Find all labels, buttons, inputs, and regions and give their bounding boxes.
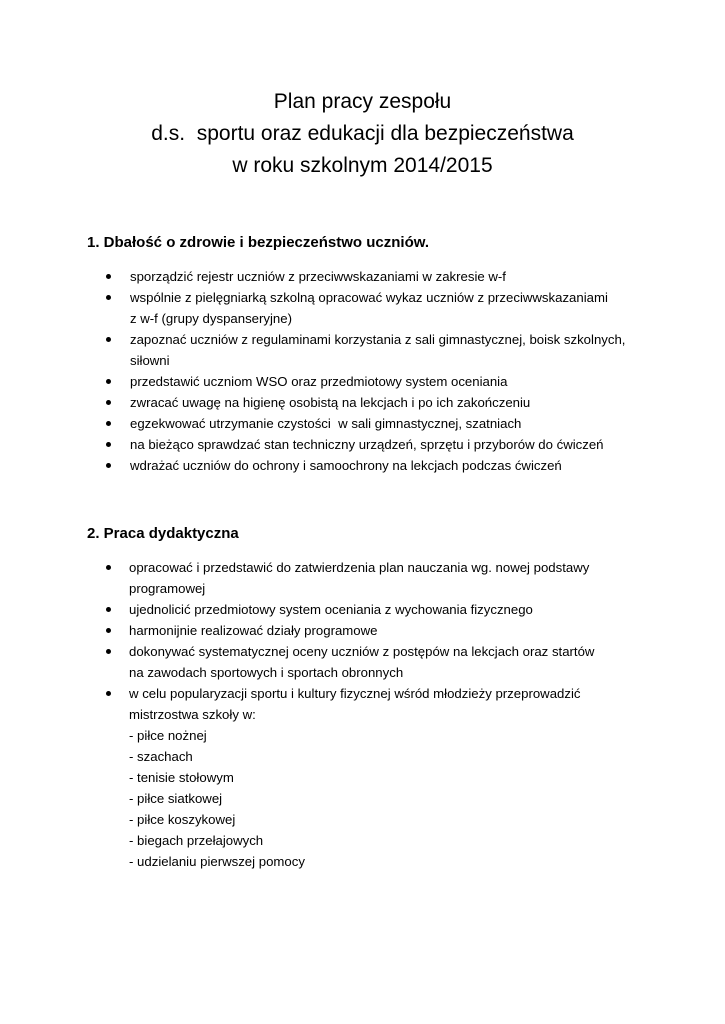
list-item: [0, 266, 725, 287]
list-item-text-continued: programowej: [129, 581, 206, 596]
list-item-text-continued: siłowni: [130, 353, 170, 368]
bullet-icon: [106, 400, 111, 405]
list-item: [0, 641, 725, 683]
list-item: [0, 371, 725, 392]
bullet-icon: [106, 463, 111, 468]
list-item-text-continued: mistrzostwa szkoły w:: [129, 707, 256, 722]
list-item-text-continued: z w-f (grupy dyspanseryjne): [130, 311, 292, 326]
bullet-icon: [106, 607, 111, 612]
list-item-text: zwracać uwagę na higienę osobistą na lekcjach i po ich zakończeniu: [130, 395, 531, 410]
list-item-text-continued: na zawodach sportowych i sportach obronnych: [129, 665, 404, 680]
bullet-icon: [106, 628, 111, 633]
list-item-text: w celu popularyzacji sportu i kultury fizycznej wśród młodzieży przeprowadzić: [129, 686, 581, 701]
list-item: [0, 683, 725, 872]
section-2-list: [0, 557, 725, 872]
list-item-text: harmonijnie realizować działy programowe: [129, 623, 378, 638]
bullet-icon: [106, 649, 111, 654]
title-line-3: w roku szkolnym 2014/2015: [232, 154, 493, 177]
list-item-text: wspólnie z pielęgniarką szkolną opracować wykaz uczniów z przeciwwskazaniami: [130, 290, 608, 305]
title-line-2: d.s. sportu oraz edukacji dla bezpieczeństwa: [151, 122, 574, 145]
section-1-heading: 1. Dbałość o zdrowie i bezpieczeństwo uczniów.: [87, 234, 430, 251]
list-item-text: przedstawić uczniom WSO oraz przedmiotowy system oceniania: [130, 374, 508, 389]
bullet-icon: [106, 442, 111, 447]
list-item: [0, 455, 725, 476]
list-item-text: na bieżąco sprawdzać stan techniczny urządzeń, sprzętu i przyborów do ćwiczeń: [130, 437, 604, 452]
bullet-icon: [106, 565, 111, 570]
list-item: [0, 287, 725, 329]
list-item: [0, 434, 725, 455]
document-title: [0, 86, 725, 182]
list-item-text: dokonywać systematycznej oceny uczniów z postępów na lekcjach oraz startów: [129, 644, 595, 659]
list-item-text: sporządzić rejestr uczniów z przeciwwskazaniami w zakresie w-f: [130, 269, 506, 284]
list-item: [0, 557, 725, 599]
list-item: [0, 329, 725, 371]
sub-item-table-tennis: - tenisie stołowym: [129, 770, 234, 785]
bullet-icon: [106, 691, 111, 696]
bullet-icon: [106, 337, 111, 342]
bullet-icon: [106, 421, 111, 426]
list-item-text: wdrażać uczniów do ochrony i samoochrony na lekcjach podczas ćwiczeń: [130, 458, 562, 473]
bullet-icon: [106, 274, 111, 279]
section-1-list: [0, 266, 725, 476]
sub-item-volleyball: - piłce siatkowej: [129, 791, 223, 806]
bullet-icon: [106, 379, 111, 384]
title-line-1: Plan pracy zespołu: [273, 90, 452, 113]
list-item: [0, 413, 725, 434]
list-item-text: opracować i przedstawić do zatwierdzenia plan nauczania wg. nowej podstawy: [129, 560, 590, 575]
list-item: [0, 392, 725, 413]
sub-item-chess: - szachach: [129, 749, 193, 764]
sub-item-football: - piłce nożnej: [129, 728, 207, 743]
list-item: [0, 620, 725, 641]
list-item-text: egzekwować utrzymanie czystości w sali gimnastycznej, szatniach: [130, 416, 522, 431]
bullet-icon: [106, 295, 111, 300]
list-item-text: zapoznać uczniów z regulaminami korzystania z sali gimnastycznej, boisk szkolnych,: [130, 332, 626, 347]
section-2-heading: 2. Praca dydaktyczna: [87, 525, 239, 542]
list-item: [0, 599, 725, 620]
sub-item-basketball: - piłce koszykowej: [129, 812, 236, 827]
list-item-text: ujednolicić przedmiotowy system oceniania z wychowania fizycznego: [129, 602, 533, 617]
sub-item-cross-country: - biegach przełajowych: [129, 833, 264, 848]
sub-item-first-aid: - udzielaniu pierwszej pomocy: [129, 854, 305, 869]
